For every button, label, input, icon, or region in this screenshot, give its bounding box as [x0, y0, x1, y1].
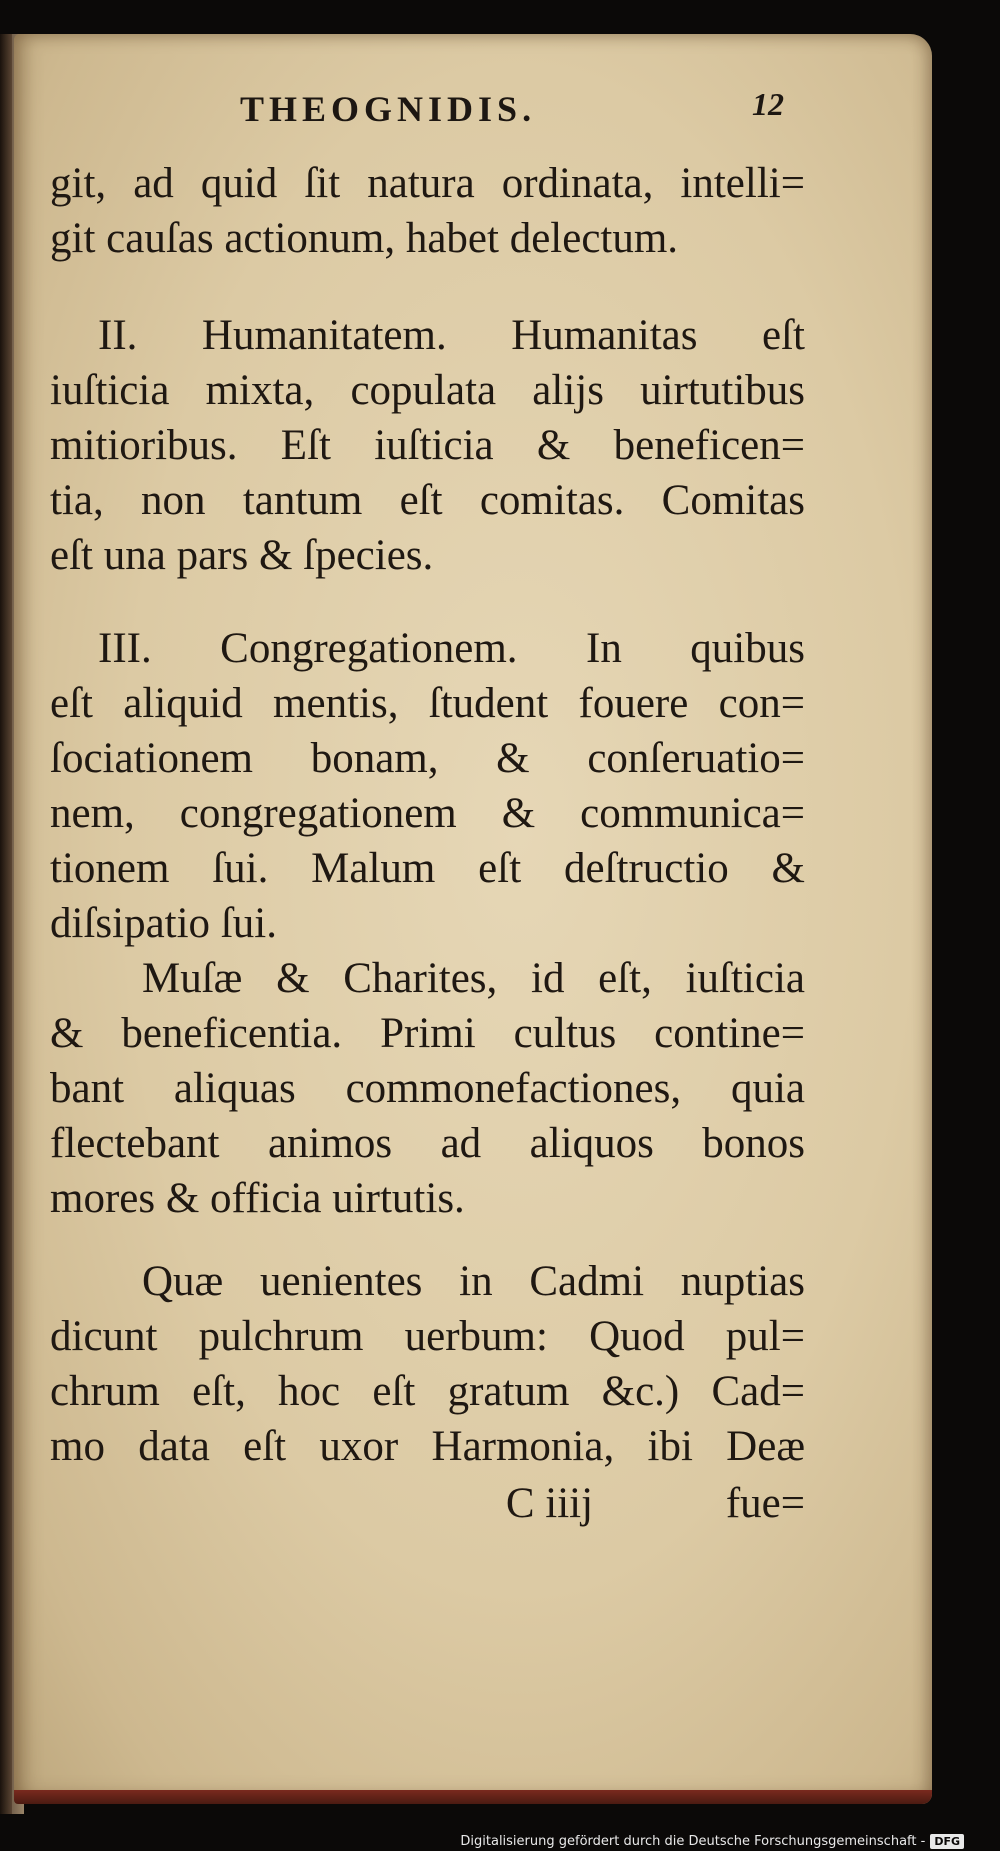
paragraph-gap — [50, 1226, 805, 1254]
running-head: THEOGNIDIS. — [240, 89, 537, 129]
text-line: ſociationem bonam, & conſeruatio= — [50, 735, 805, 782]
text-line: diſsipatio ſui. — [50, 900, 277, 947]
text-line: tionem ſui. Malum eſt deſtructio & — [50, 845, 805, 892]
text-line: Muſæ & Charites, id eſt, iuſticia — [142, 955, 805, 1002]
text-line: git cauſas actionum, habet delectum. — [50, 215, 679, 262]
paragraph-1 — [50, 156, 805, 266]
text-line: mo data eſt uxor Harmonia, ibi Deæ — [50, 1423, 805, 1470]
text-line: bant aliquas commonefactiones, quia — [50, 1065, 805, 1112]
catchword: fue= — [725, 1480, 805, 1527]
paragraph-gap — [50, 583, 805, 621]
signature-line — [50, 1474, 805, 1531]
text-line: chrum eſt, hoc eſt gratum &c.) Cad= — [50, 1368, 805, 1415]
text-line: III. Congregationem. In quibus — [98, 625, 805, 672]
paragraph-5 — [50, 1254, 805, 1474]
text-line: iuſticia mixta, copulata alijs uirtutibus — [50, 367, 805, 414]
text-line: tia, non tantum eſt comitas. Comitas — [50, 477, 805, 524]
digitization-credit — [460, 1834, 964, 1849]
text-line: mores & officia uirtutis. — [50, 1175, 465, 1222]
text-line: Quæ uenientes in Cadmi nuptias — [142, 1258, 805, 1305]
text-line: flectebant animos ad aliquos bonos — [50, 1120, 805, 1167]
page-bottom-edge — [14, 1790, 932, 1804]
text-line: & beneficentia. Primi cultus contine= — [50, 1010, 805, 1057]
paragraph-3 — [50, 621, 805, 951]
text-line: eſt una pars & ſpecies. — [50, 532, 434, 579]
text-line: mitioribus. Eſt iuſticia & beneficen= — [50, 422, 805, 469]
credit-text: Digitalisierung gefördert durch die Deutsche Forschungsgemeinschaft - — [460, 1834, 926, 1849]
page-number: 12 — [752, 86, 784, 122]
page-text — [50, 156, 805, 1531]
text-line: git, ad quid ſit natura ordinata, intelli= — [50, 160, 805, 207]
text-line: II. Humanitatem. Humanitas eſt — [98, 312, 805, 359]
dfg-logo-badge: DFG — [930, 1834, 964, 1849]
text-line: eſt aliquid mentis, ſtudent fouere con= — [50, 680, 805, 727]
binding-shadow — [0, 34, 12, 1814]
paragraph-gap — [50, 266, 805, 308]
text-line: nem, congregationem & communica= — [50, 790, 805, 837]
paragraph-2 — [50, 308, 805, 583]
paragraph-4 — [50, 951, 805, 1226]
signature-mark: C iiij — [505, 1480, 594, 1527]
text-line: dicunt pulchrum uerbum: Quod pul= — [50, 1313, 805, 1360]
